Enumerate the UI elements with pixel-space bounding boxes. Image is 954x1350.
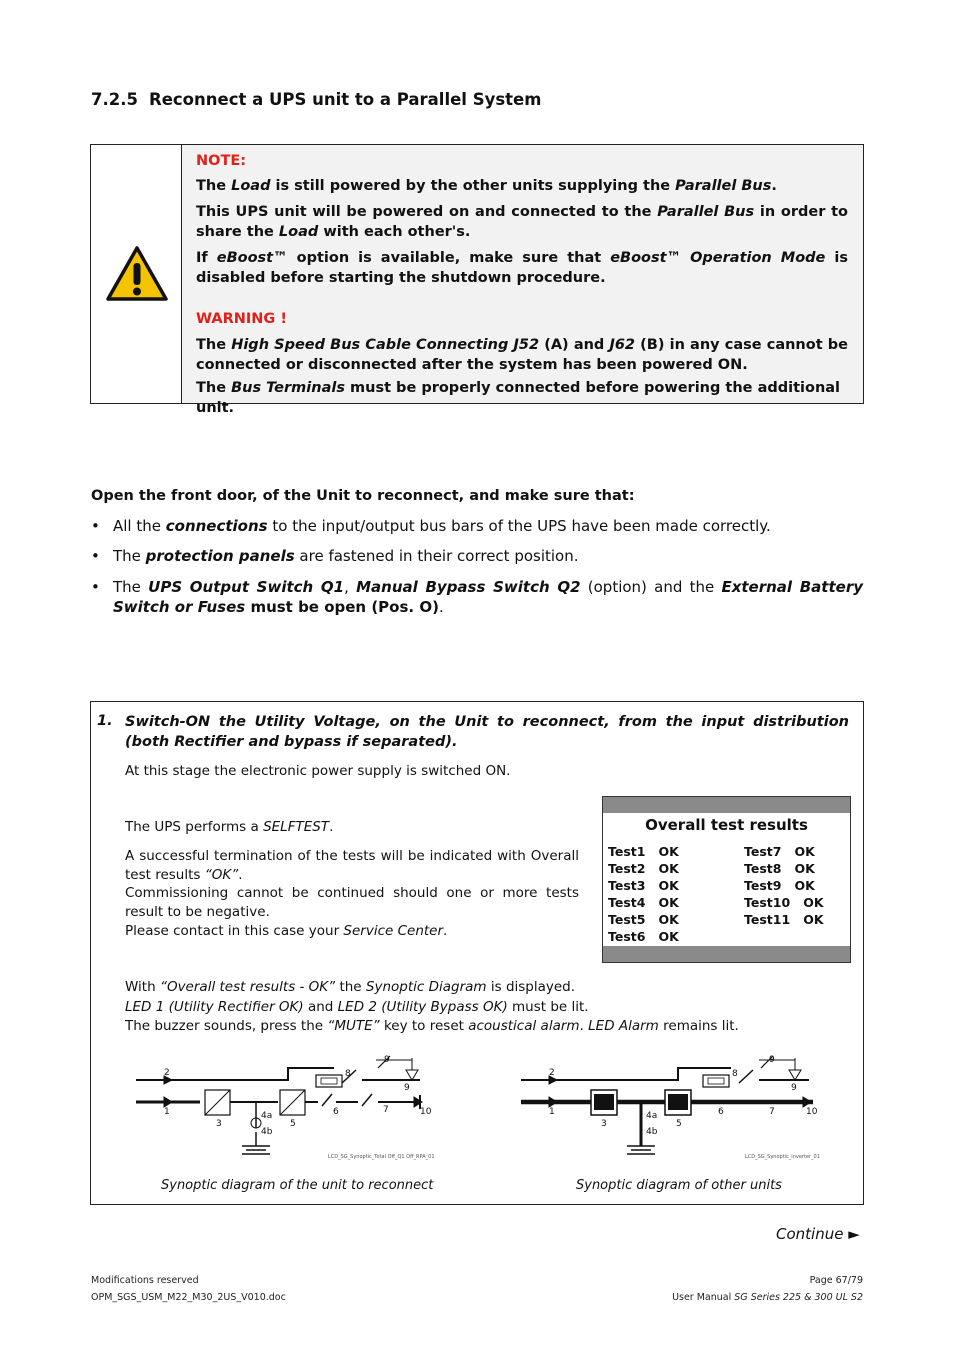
diagram-label-9b: 9 (404, 1083, 410, 1093)
footer-manual-title: User Manual SG Series 225 & 300 UL S2 (672, 1292, 863, 1303)
section-title: Reconnect a UPS unit to a Parallel System (149, 90, 542, 109)
note-box (90, 144, 864, 416)
diagram-label-9a: 9 (769, 1055, 775, 1065)
test-row: Test4 OK (608, 895, 679, 910)
test-row: Test9 OK (744, 878, 815, 893)
test-row: Test2 OK (608, 861, 679, 876)
diagram-label-6: 6 (718, 1107, 724, 1117)
power-supply-note: At this stage the electronic power supply is switched ON. (125, 763, 511, 779)
synoptic-diagram-reconnect (128, 1050, 448, 1165)
diagram-label-3: 3 (601, 1119, 607, 1129)
diagram-label-5: 5 (290, 1119, 296, 1129)
diagram-label-7: 7 (769, 1107, 775, 1117)
note-line-3: If eBoost™ option is available, make sure that eBoost™ Operation Mode is disabled before starting the shutdown procedure. (196, 250, 849, 286)
section-number: 7.2.5 (91, 90, 138, 109)
test-row: Test10 OK (744, 895, 824, 910)
contact-text: Please contact in this case your Service Center. (125, 923, 448, 939)
note-line-2: This UPS unit will be powered on and connected to the Parallel Bus in order to share the Load with each other's. (196, 204, 848, 240)
left-diagram-caption: Synoptic diagram of the unit to reconnect (161, 1178, 434, 1193)
diagram-label-4b: 4b (646, 1127, 658, 1137)
right-diagram-caption: Synoptic diagram of other units (576, 1178, 782, 1193)
warning-icon-cell (91, 145, 182, 403)
test-row: Test5 OK (608, 912, 679, 927)
fail-text: Commissioning cannot be continued should one or more tests result to be negative. (125, 885, 579, 920)
diagram-label-4b: 4b (261, 1127, 273, 1137)
panel-bottom-bar (603, 946, 850, 962)
warning-line-1: The High Speed Bus Cable Connecting J52 (A) and J62 (B) in any case cannot be connected or disconnected after the system has been powered ON. (196, 337, 849, 373)
warning-label: WARNING ! (196, 311, 287, 327)
test-row: Test6 OK (608, 929, 679, 944)
selftest-text: The UPS performs a SELFTEST. (125, 819, 334, 835)
diagram-label-1: 1 (549, 1107, 555, 1117)
document-page: 7.2.5 Reconnect a UPS unit to a Parallel System NOTE: The Load is still powered by the other units supplying the Parallel Bus. This UPS unit will be powered on and connected to the Parallel Bus in order to share the Load with each other's. If eBoost™ option is available, make sure that eBoost™ Operation Mode is disabled before starting the shutdown procedure. WARNING ! The High Speed Bus Cable Connecting J52 (A) and J62 (B) in any case cannot be connected or disconnected after the system has been powered ON. The Bus Terminals must be properly connected before powering the additional unit. Open the front door, of the Unit to reconnect, and make sure that: • All the connections to the input/output bus bars of the UPS have been made correctly. • The protection panels are fastened in their correct position. • The UPS Output Switch Q1, Manual Bypass Switch Q2 (option) and the External Battery Switch or Fuses must be open (Pos. O). 1. Switch-ON the Utility Voltage, on the Unit to reconnect, from the input distribution (both Rectifier and bypass if separated). At this stage the electronic power supply is switched ON. The UPS performs a SELFTEST. A successful termination of the tests will be indicated with Overall test results “OK”. Commissioning cannot be continued should one or more tests result to be negative. Please contact in this case your Service Center. With “Overall test results - OK” the Synoptic Diagram is displayed. LED 1 (Utility Rectifier OK) and LED 2 (Utility Bypass OK) must be lit. The buzzer sounds, press the “MUTE” key to reset acoustical alarm. LED Alarm remains lit. Synoptic diagram of the unit to reconnect Synoptic diagram of other units Overall test results Test1 OK Test2 OK Test3 OK Test4 OK Test5 OK Test6 OK Test7 OK Test8 OK Test9 OK Test10 OK Test11 OK 2 1 3 4a 4b 5 6 7 8 9 9 10 LCD_SG_Synoptic_Total Off_Q1 Off_RPA_01 2 1 3 4a 4b 5 6 7 8 9 9 10 LCD_SG_Synoptic_inverter_01 Continue ► Modifications reserved OPM_SGS_USM_M22_M30_2US_V010.doc Page 67/79 User Manual SG Series 225 & 300 UL S2 (0, 0, 954, 1350)
diagram-label-3: 3 (216, 1119, 222, 1129)
panel-top-bar (603, 797, 850, 813)
footer-page-number: Page 67/79 (809, 1275, 863, 1286)
test-row: Test8 OK (744, 861, 815, 876)
warning-line-2: The Bus Terminals must be properly connected before powering the additional unit. (196, 380, 841, 416)
footer-document-name: OPM_SGS_USM_M22_M30_2US_V010.doc (91, 1292, 286, 1303)
synoptic-text-1: With “Overall test results - OK” the Synoptic Diagram is displayed. (125, 979, 576, 995)
test-results-title: Overall test results (645, 816, 808, 834)
test-results-panel (602, 796, 851, 963)
intro-text: Open the front door, of the Unit to reconnect, and make sure that: (91, 488, 635, 504)
test-row: Test1 OK (608, 844, 679, 859)
footer-modifications: Modifications reserved (91, 1275, 199, 1286)
left-diagram-file-label: LCD_SG_Synoptic_Total Off_Q1 Off_RPA_01 (328, 1154, 435, 1160)
note-label: NOTE: (196, 153, 247, 169)
diagram-label-9a: 9 (384, 1055, 390, 1065)
continue-indicator: Continue ► (776, 1225, 860, 1243)
synoptic-text-3: The buzzer sounds, press the “MUTE” key to reset acoustical alarm. LED Alarm remains lit. (125, 1018, 739, 1034)
step-number: 1. (97, 713, 113, 729)
diagram-label-2: 2 (549, 1068, 555, 1078)
diagram-label-4a: 4a (646, 1111, 658, 1121)
test-row: Test11 OK (744, 912, 824, 927)
synoptic-diagram-other-units (513, 1050, 833, 1165)
success-text: A successful termination of the tests will be indicated with Overall test results “OK”. (125, 848, 579, 883)
diagram-label-8: 8 (345, 1069, 351, 1079)
diagram-label-4a: 4a (261, 1111, 273, 1121)
diagram-label-5: 5 (676, 1119, 682, 1129)
note-text-area (182, 145, 863, 416)
warning-triangle-icon (105, 245, 169, 303)
step-title: Switch-ON the Utility Voltage, on the Unit to reconnect, from the input distribution (both Rectifier and bypass if separated). (125, 714, 849, 750)
synoptic-text-2: LED 1 (Utility Rectifier OK) and LED 2 (Utility Bypass OK) must be lit. (125, 999, 589, 1015)
diagram-label-2: 2 (164, 1068, 170, 1078)
diagram-label-1: 1 (164, 1107, 170, 1117)
test-row: Test3 OK (608, 878, 679, 893)
diagram-label-7: 7 (383, 1105, 389, 1115)
diagram-label-10: 10 (806, 1107, 818, 1117)
diagram-label-8: 8 (732, 1069, 738, 1079)
note-line-1: The Load is still powered by the other units supplying the Parallel Bus. (196, 178, 777, 194)
diagram-label-10: 10 (420, 1107, 432, 1117)
diagram-label-9b: 9 (791, 1083, 797, 1093)
diagram-label-6: 6 (333, 1107, 339, 1117)
test-row: Test7 OK (744, 844, 815, 859)
section-heading (91, 90, 541, 109)
right-diagram-file-label: LCD_SG_Synoptic_inverter_01 (745, 1154, 820, 1160)
